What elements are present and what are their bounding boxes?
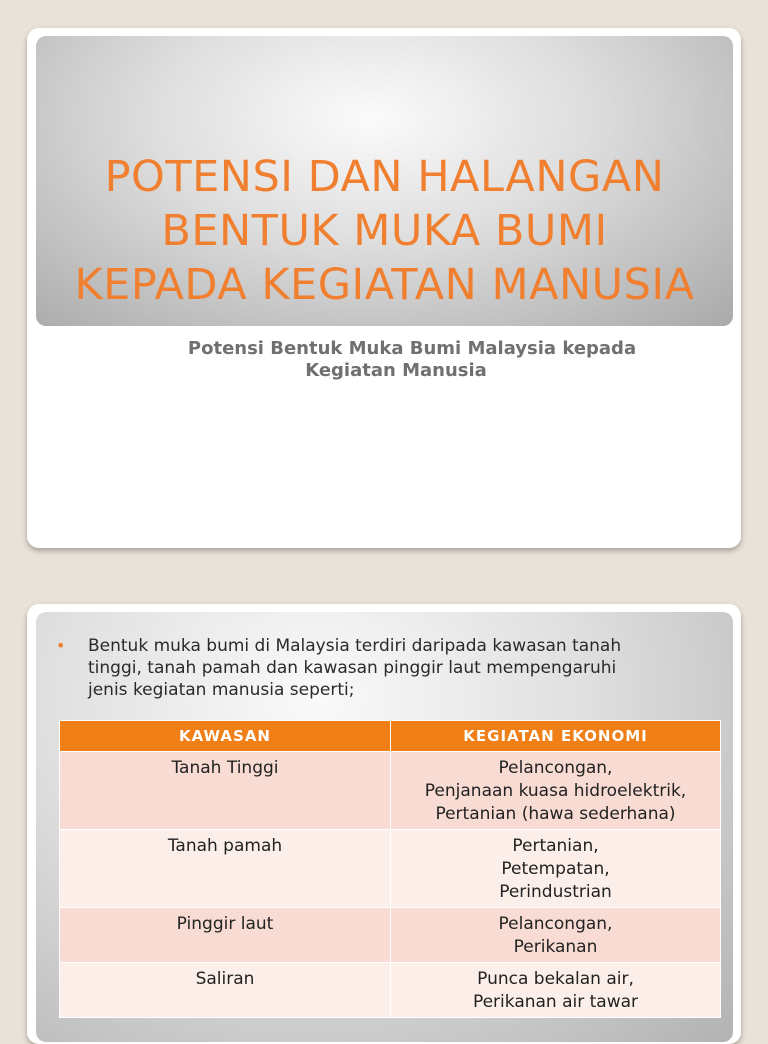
cell-kawasan: Pinggir laut: [60, 908, 391, 963]
cell-kegiatan: [391, 908, 721, 963]
kegiatan-line: Pelancongan,: [498, 914, 613, 934]
cell-kawasan: Saliran: [60, 963, 391, 1018]
cell-kegiatan: [391, 752, 721, 830]
bullet-line: Bentuk muka bumi di Malaysia terdiri daripada kawasan tanah: [88, 636, 622, 656]
header-kawasan: KAWASAN: [60, 721, 391, 752]
table-row: [60, 830, 721, 908]
kegiatan-line: Perindustrian: [499, 882, 612, 902]
table-row: [60, 908, 721, 963]
content-panel: [36, 612, 733, 1042]
table-row: [60, 963, 721, 1018]
bullet-line: tinggi, tanah pamah dan kawasan pinggir laut mempengaruhi: [88, 658, 617, 678]
cell-kawasan: Tanah pamah: [60, 830, 391, 908]
kegiatan-line: Punca bekalan air,: [477, 969, 634, 989]
title-banner: [36, 36, 733, 326]
kegiatan-line: Penjanaan kuasa hidroelektrik,: [424, 781, 687, 801]
cell-kegiatan: [391, 830, 721, 908]
kawasan-table: [59, 720, 721, 1018]
bullet-text: [88, 635, 728, 701]
table-row: [60, 752, 721, 830]
subtitle-line: Potensi Bentuk Muka Bumi Malaysia kepada: [187, 338, 637, 359]
bullet-icon: •: [56, 636, 66, 655]
slide-subtitle: [27, 338, 741, 382]
title-line: BENTUK MUKA BUMI: [161, 206, 608, 256]
bullet-line: jenis kegiatan manusia seperti;: [88, 680, 355, 700]
content-slide: [27, 604, 741, 1044]
slide-title: [36, 150, 733, 312]
cell-kawasan: Tanah Tinggi: [60, 752, 391, 830]
kegiatan-line: Pertanian (hawa sederhana): [435, 804, 676, 824]
kegiatan-line: Perikanan: [513, 937, 598, 957]
header-kegiatan-ekonomi: KEGIATAN EKONOMI: [391, 721, 721, 752]
kegiatan-line: Pertanian,: [512, 836, 599, 856]
kegiatan-line: Petempatan,: [501, 859, 610, 879]
title-line: POTENSI DAN HALANGAN: [104, 152, 665, 202]
title-line: KEPADA KEGIATAN MANUSIA: [74, 260, 695, 310]
title-slide: [27, 28, 741, 548]
table-header-row: [60, 721, 721, 752]
kegiatan-line: Perikanan air tawar: [472, 992, 639, 1012]
cell-kegiatan: [391, 963, 721, 1018]
kegiatan-line: Pelancongan,: [498, 758, 613, 778]
subtitle-line: Kegiatan Manusia: [305, 360, 487, 381]
